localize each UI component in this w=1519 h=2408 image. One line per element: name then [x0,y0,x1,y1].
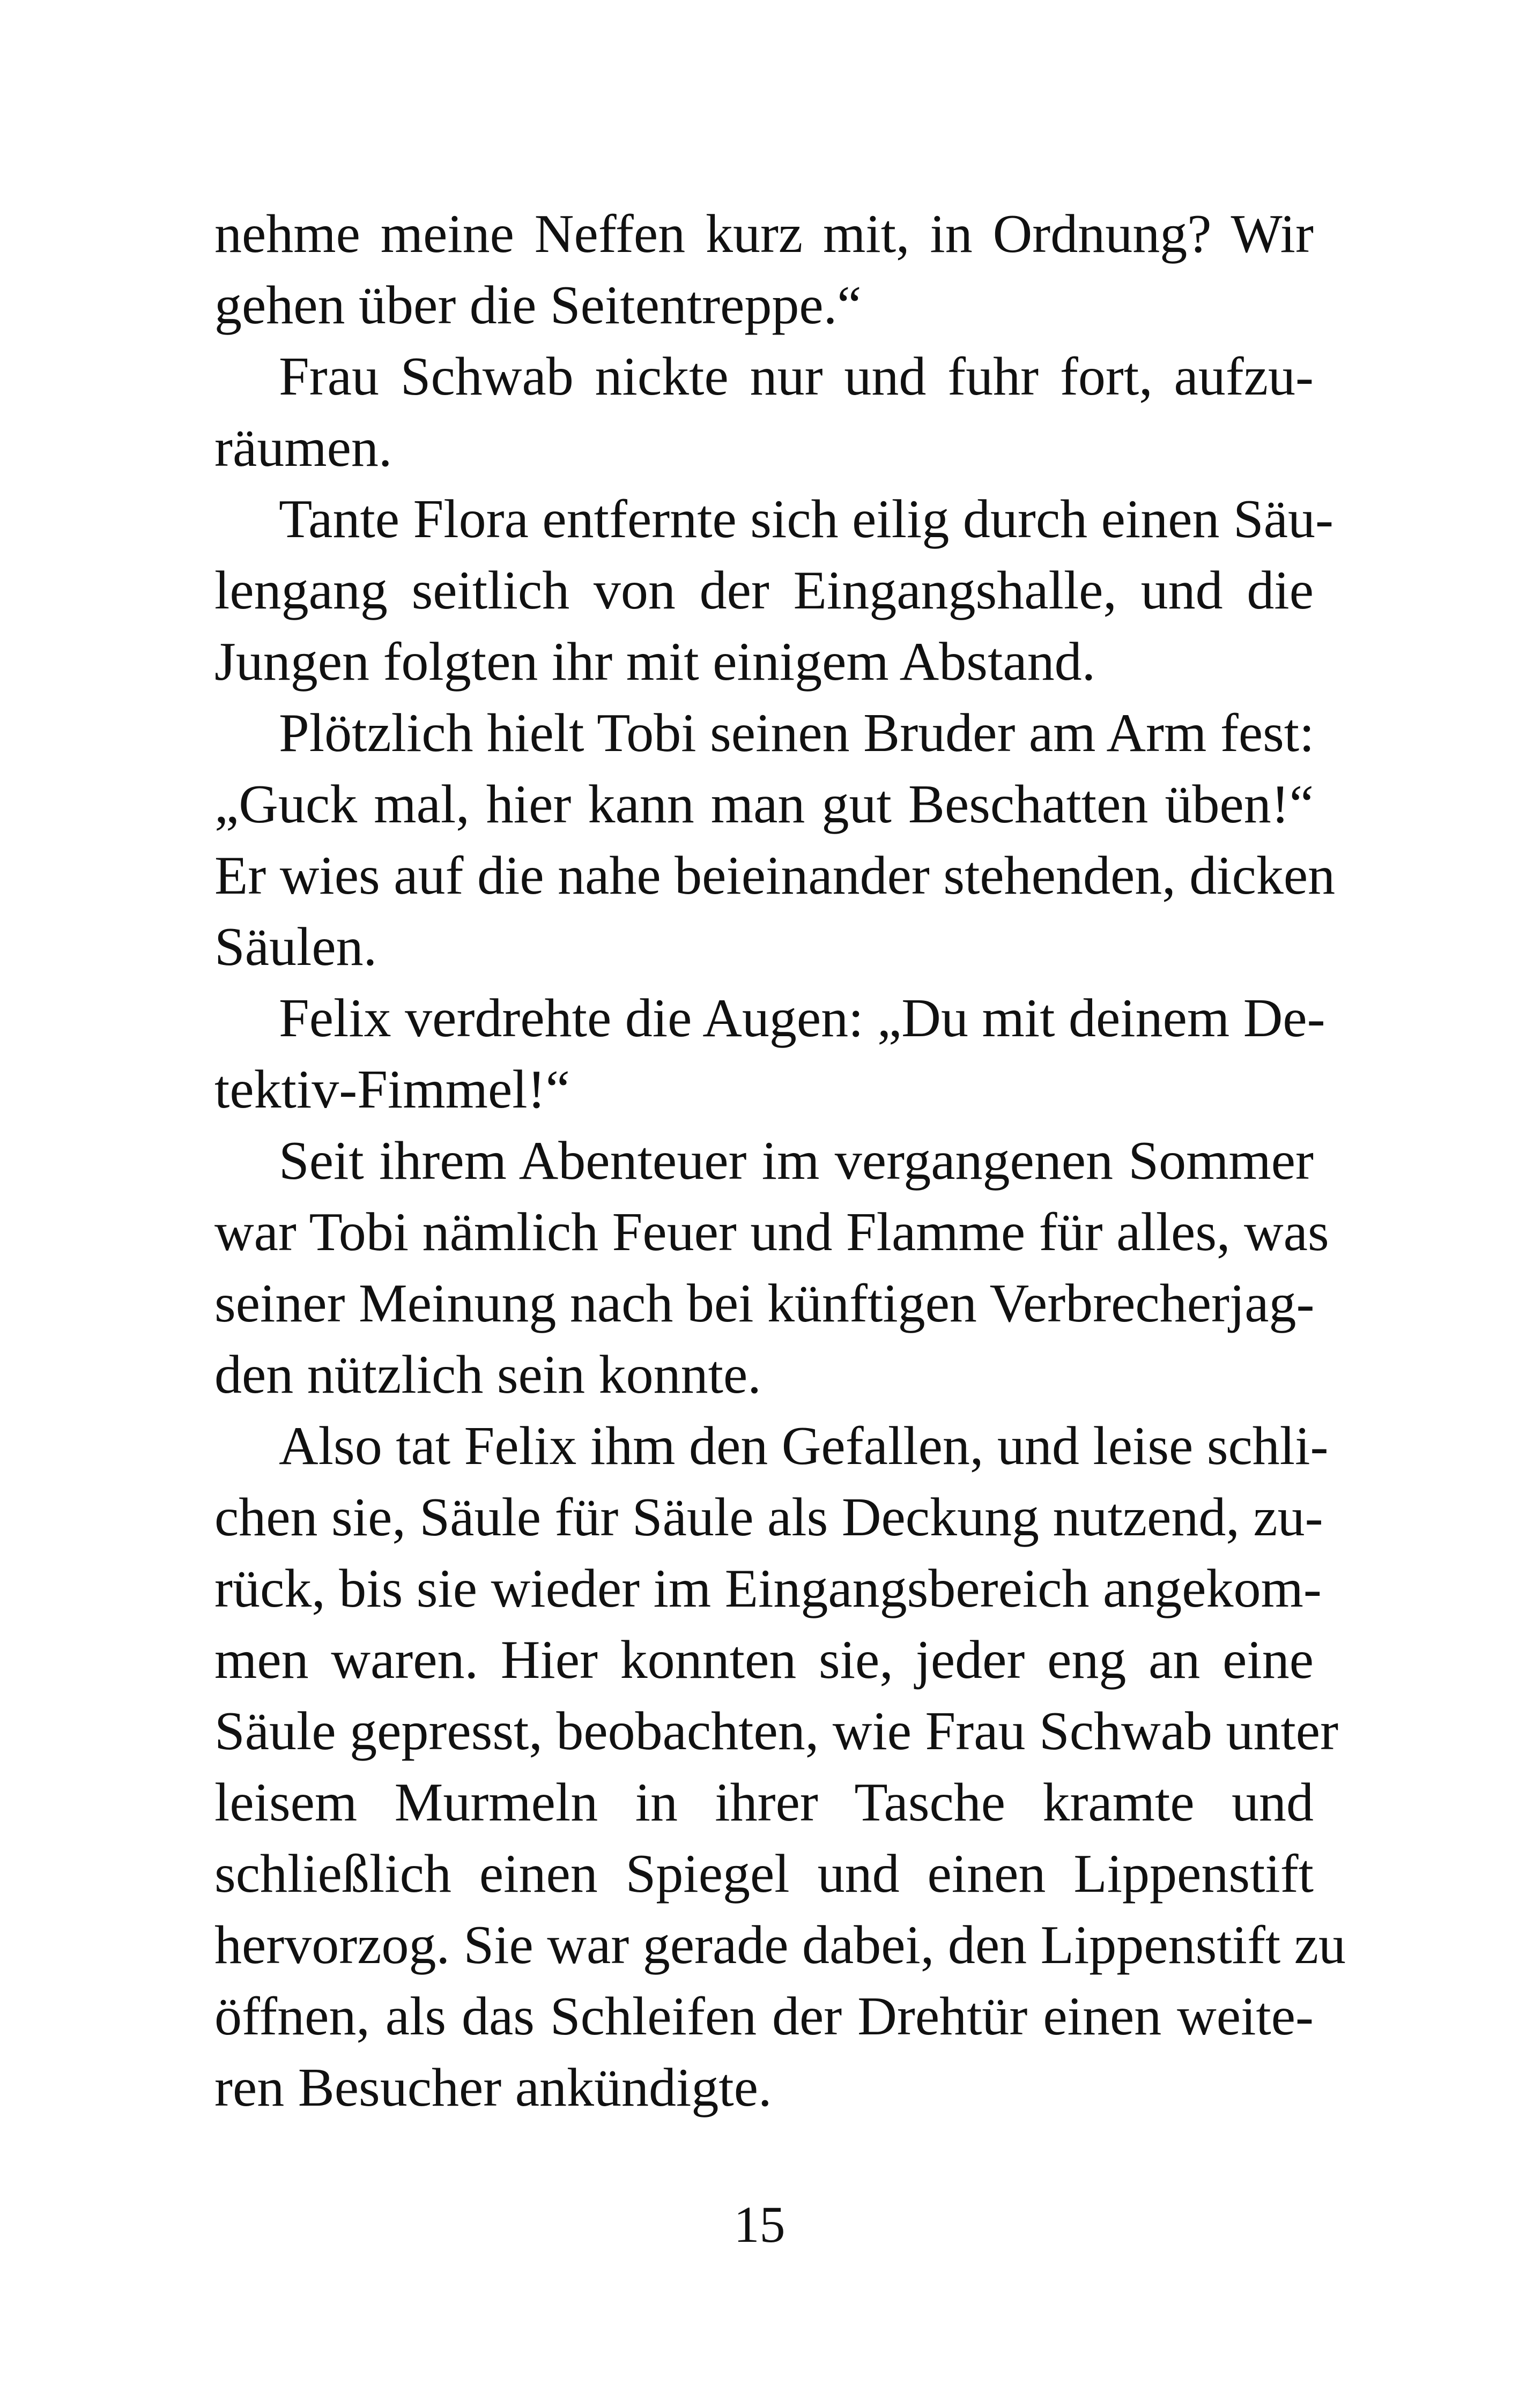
text-line: gehen über die Seitentreppe.“ [214,275,862,336]
text-line: Säulen. [214,917,377,977]
page-number: 15 [733,2196,786,2253]
text-line: hervorzog. Sie war gerade dabei, den Lippenstift zu [214,1915,1346,1975]
text-line: Plötzlich hielt Tobi seinen Bruder am Arm fest: [279,703,1315,763]
text-line: Also tat Felix ihm den Gefallen, und leise schli- [279,1416,1329,1476]
text-line: Säule gepresst, beobachten, wie Frau Schwab unter [214,1701,1339,1762]
text-line: Tante Flora entfernte sich eilig durch einen Säu- [279,489,1333,549]
text-line: schließlich einen Spiegel und einen Lippenstift [214,1844,1314,1904]
text-line: räumen. [214,418,392,478]
text-line: lengang seitlich von der Eingangshalle, und die [214,560,1314,621]
text-line: nehme meine Neffen kurz mit, in Ordnung? Wir [214,204,1314,264]
text-line: Er wies auf die nahe beieinander stehenden, dicken [214,845,1336,906]
text-line: Jungen folgten ihr mit einigem Abstand. [214,631,1096,692]
text-line: Felix verdrehte die Augen: „Du mit deinem De- [279,988,1325,1049]
text-line: seiner Meinung nach bei künftigen Verbrecherjag- [214,1273,1315,1334]
text-line: chen sie, Säule für Säule als Deckung nutzend, zu- [214,1487,1323,1548]
text-line: öffnen, als das Schleifen der Drehtür einen weite- [214,1986,1314,2047]
text-line: ren Besucher ankündigte. [214,2057,772,2118]
text-line: rück, bis sie wieder im Eingangsbereich angekom- [214,1558,1322,1619]
text-line: „Guck mal, hier kann man gut Beschatten üben!“ [214,774,1314,835]
text-line: men waren. Hier konnten sie, jeder eng an eine [214,1630,1314,1690]
text-line: leisem Murmeln in ihrer Tasche kramte und [214,1772,1314,1833]
text-line: Seit ihrem Abenteuer im vergangenen Sommer [279,1131,1314,1191]
text-line: war Tobi nämlich Feuer und Flamme für alles, was [214,1202,1329,1262]
body-text [214,198,1346,2123]
text-line: Frau Schwab nickte nur und fuhr fort, aufzu- [279,346,1314,407]
text-line: tektiv-Fimmel!“ [214,1059,570,1120]
text-line: den nützlich sein konnte. [214,1344,761,1405]
